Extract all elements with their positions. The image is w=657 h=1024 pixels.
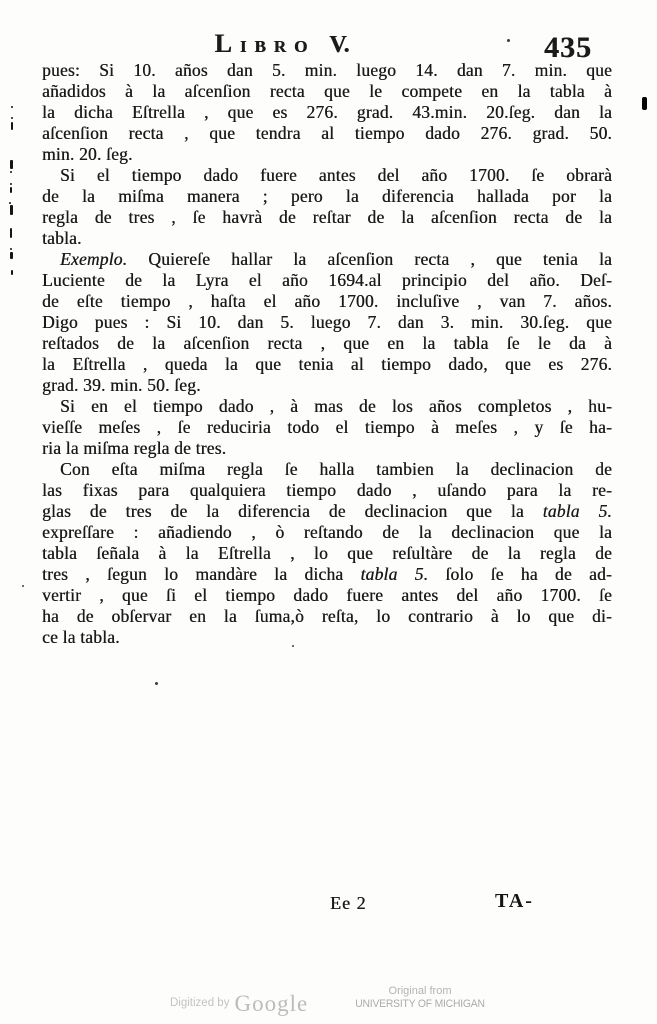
scan-artifact: [11, 270, 13, 275]
text-line: reſtados de la aſcenſion recta , que en la tabla ſe le da à: [42, 333, 612, 353]
text-line: Si en el tiempo dado , à mas de los años completos , hu-: [60, 396, 612, 416]
text-line: Con eſta miſma regla ſe halla tambien la declinacion de: [60, 459, 612, 479]
text-line: aſcenſion recta , que tendra al tiempo dado 276. grad. 50.: [42, 123, 612, 143]
scan-artifact: [10, 205, 13, 215]
text-line: tres , ſegun lo mandàre la dicha tabla 5. ſolo ſe ha de ad-: [42, 564, 612, 584]
text-line: Luciente de la Lyra el año 1694.al principio del año. Deſ-: [42, 270, 612, 290]
text-line: de la miſma manera ; pero la diferencia hallada por la: [42, 186, 612, 206]
watermark-digitized-by: [170, 991, 308, 1017]
original-from-label: Original from: [388, 985, 452, 997]
institution-label: UNIVERSITY OF MICHIGAN: [355, 998, 485, 1010]
scan-artifact: [22, 585, 24, 587]
text-line: pues: Si 10. años dan 5. min. luego 14. dan 7. min. que: [42, 60, 612, 80]
text-line: tabla ſeñala à la Eſtrella , lo que reſultàre de la regla de: [42, 543, 612, 563]
digitized-by-label: Digitized by: [170, 997, 230, 1009]
scan-artifact: [11, 106, 13, 108]
watermark-original-from: [350, 985, 490, 1010]
text-line: añadidos à la aſcenſion recta que le compete en la tabla à: [42, 81, 612, 101]
text-block: [42, 60, 612, 648]
scan-artifact: [10, 187, 12, 193]
scan-artifact: [9, 202, 11, 204]
catchword: TA-: [495, 890, 534, 912]
scan-artifact: [10, 248, 12, 250]
scan-artifact: [10, 183, 12, 185]
text-line: Exemplo. Quiereſe hallar la aſcenſion recta , que tenia la: [60, 249, 612, 269]
book-title: LIBRO: [214, 29, 316, 58]
scan-artifact: [292, 645, 294, 647]
text-line: regla de tres , ſe havrà de reſtar de la aſcenſion recta de la: [42, 207, 612, 227]
text-line: vieſſe meſes , ſe reduciria todo el tiempo à meſes , y ſe ha-: [42, 417, 612, 437]
scan-artifact: [155, 682, 158, 685]
book-title-group: [42, 29, 522, 59]
text-line: ce la tabla.: [42, 627, 120, 647]
text-line: de eſte tiempo , haſta el año 1700. incluſive , van 7. años.: [42, 291, 612, 311]
scan-artifact: [10, 171, 12, 173]
text-line: tabla.: [42, 228, 82, 248]
text-line: la dicha Eſtrella , que es 276. grad. 43.min. 20.ſeg. dan la: [42, 102, 612, 122]
scan-artifact: [11, 122, 13, 130]
text-line: expreſſare : añadiendo , ò reſtando de la declinacion que la: [42, 522, 612, 542]
text-line: la Eſtrella , queda la que tenia al tiempo dado, que es 276.: [42, 354, 612, 374]
scan-artifact: [642, 97, 647, 110]
scan-artifact: [507, 39, 510, 42]
text-line: glas de tres de la diferencia de declinacion que la tabla 5.: [42, 501, 613, 521]
scan-artifact: [10, 252, 13, 259]
scan-artifact: [11, 117, 13, 119]
text-line: Digo pues : Si 10. dan 5. luego 7. dan 3. min. 30.ſeg. que: [42, 312, 612, 332]
text-line: Si el tiempo dado fuere antes del año 1700. ſe obrarà: [60, 165, 612, 185]
text-line: las fixas para qualquiera tiempo dado , uſando para la re-: [42, 480, 612, 500]
scan-artifact: [10, 160, 13, 169]
page-number: 435: [544, 31, 592, 64]
text-line: vertir , que ſi el tiempo dado fuere antes del año 1700. ſe: [42, 585, 612, 605]
signature-mark: Ee 2: [330, 893, 367, 913]
book-volume: V.: [329, 32, 350, 58]
text-line: min. 20. ſeg.: [42, 144, 133, 164]
text-line: grad. 39. min. 50. ſeg.: [42, 375, 201, 395]
text-line: ha de obſervar en la ſuma,ò reſta, lo contrario à lo que di-: [42, 606, 612, 626]
running-head: [42, 27, 612, 64]
google-logo: Google: [234, 991, 309, 1016]
text-line: ria la miſma regla de tres.: [42, 438, 227, 458]
scan-artifact: [10, 228, 12, 238]
